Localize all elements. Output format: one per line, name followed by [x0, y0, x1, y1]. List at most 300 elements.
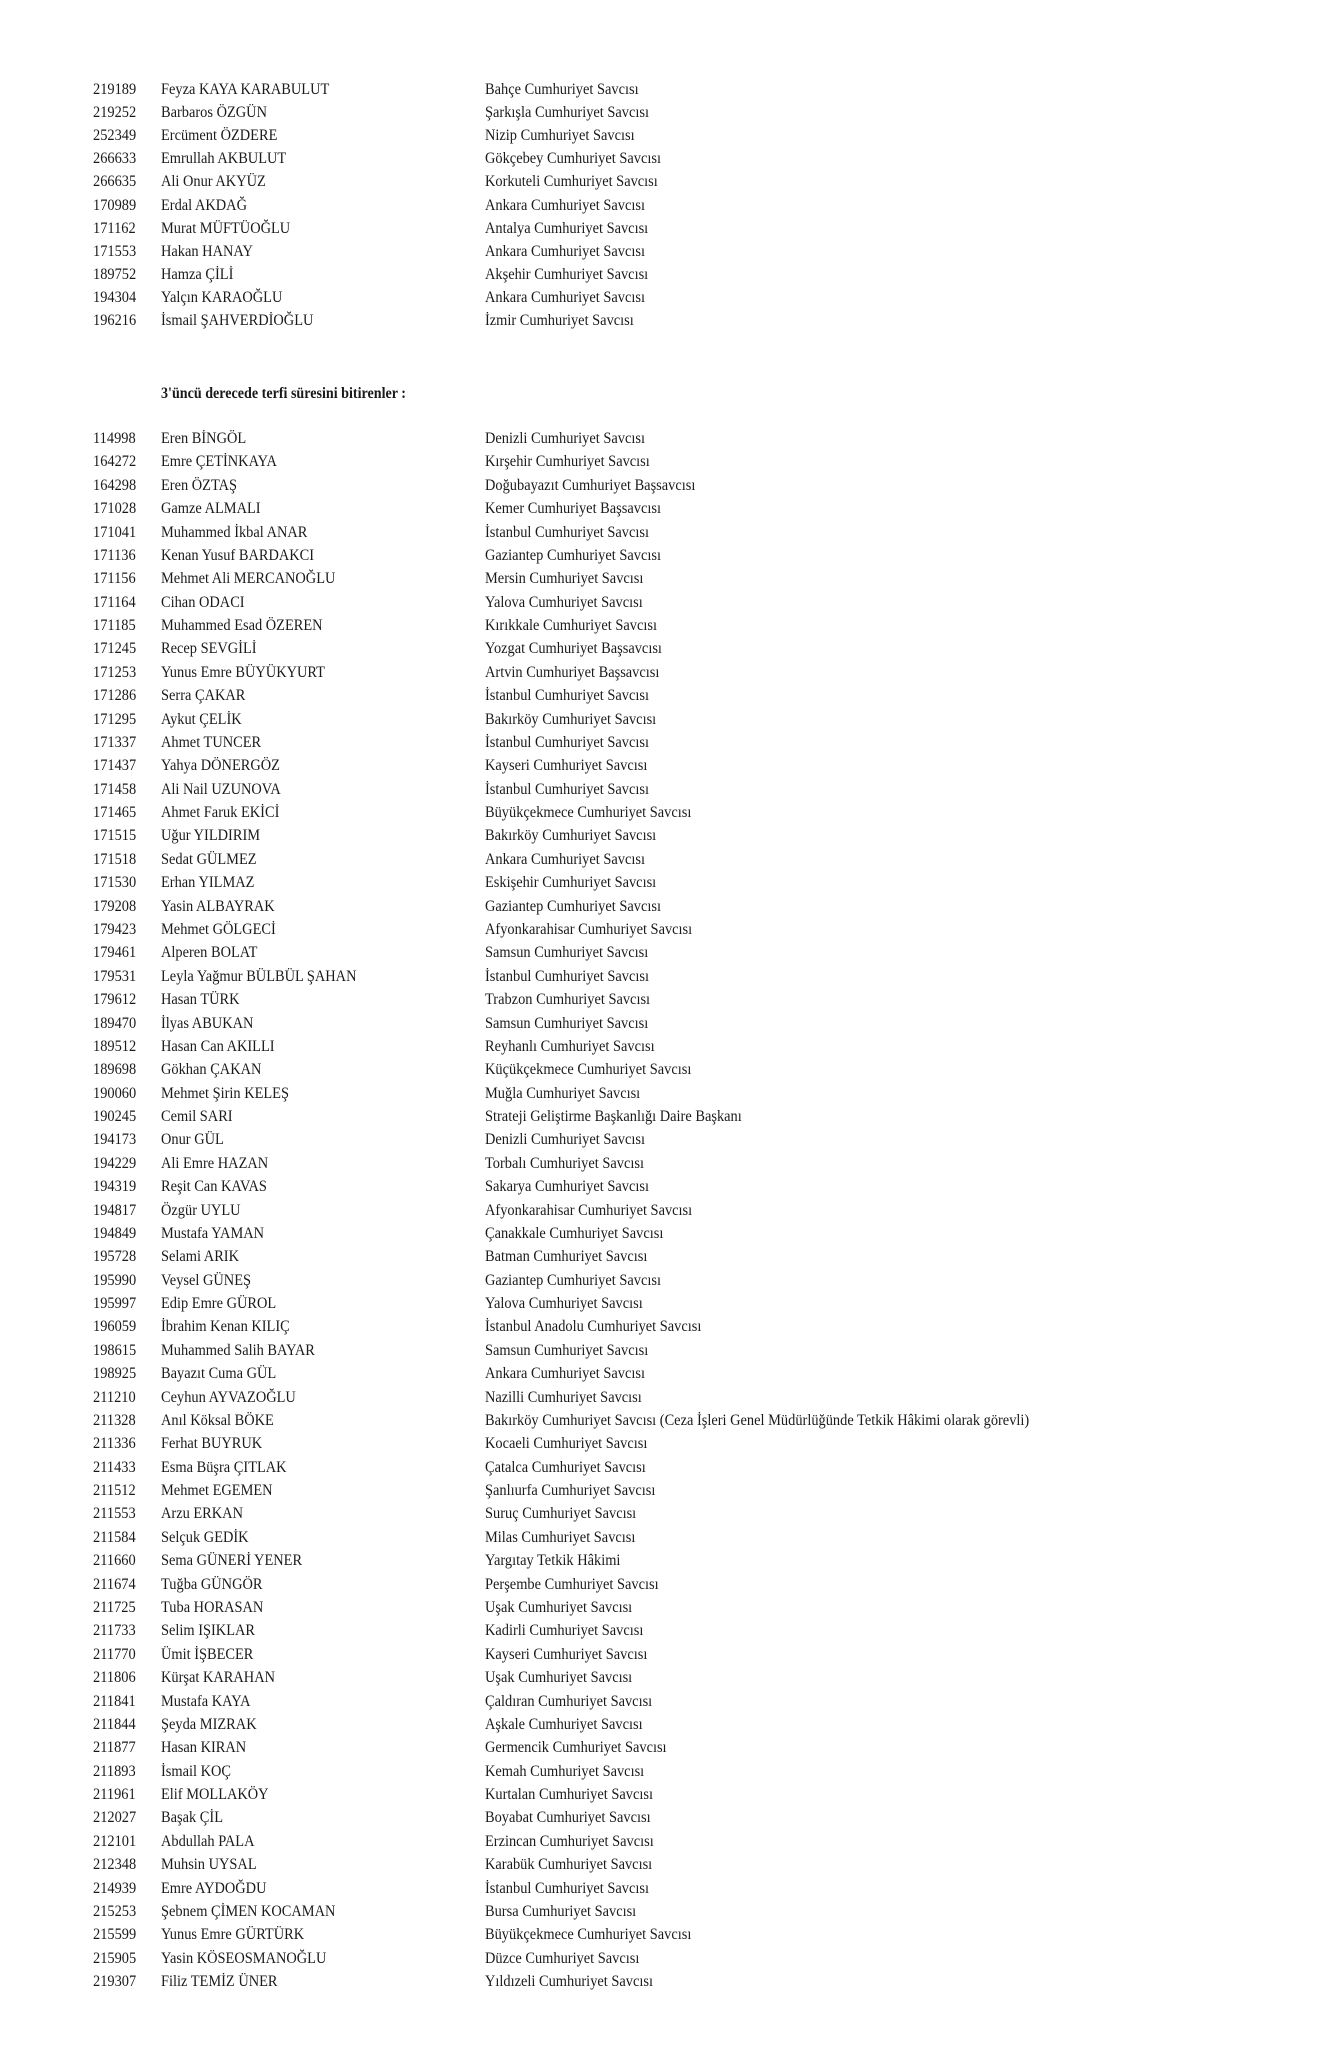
person-name: Gökhan ÇAKAN: [161, 1061, 262, 1079]
person-name: Hasan KIRAN: [161, 1739, 247, 1757]
person-name: Ahmet Faruk EKİCİ: [161, 804, 280, 822]
position-title: Akşehir Cumhuriyet Savcısı: [485, 265, 649, 283]
person-name: Tuğba GÜNGÖR: [161, 1575, 263, 1593]
position-title: Küçükçekmece Cumhuriyet Savcısı: [485, 1061, 692, 1079]
person-name: Mehmet EGEMEN: [161, 1482, 273, 1500]
list-row: [0, 241, 1335, 263]
person-name: Ali Onur AKYÜZ: [161, 173, 266, 191]
person-name: Serra ÇAKAR: [161, 687, 246, 705]
position-title: Afyonkarahisar Cumhuriyet Savcısı: [485, 920, 693, 938]
person-name: Edip Emre GÜROL: [161, 1295, 277, 1313]
registry-number: 211336: [93, 1435, 136, 1453]
position-title: Şanlıurfa Cumhuriyet Savcısı: [485, 1482, 656, 1500]
registry-number: 211512: [93, 1482, 136, 1500]
list-row: [0, 310, 1335, 332]
registry-number: 190060: [93, 1084, 137, 1102]
list-row: [0, 1059, 1335, 1081]
list-row: [0, 1036, 1335, 1058]
list-row: [0, 989, 1335, 1011]
person-name: Bayazıt Cuma GÜL: [161, 1365, 277, 1383]
position-title: Yozgat Cumhuriyet Başsavcısı: [485, 640, 662, 658]
position-title: Ankara Cumhuriyet Savcısı: [485, 196, 645, 214]
position-title: İzmir Cumhuriyet Savcısı: [485, 312, 634, 329]
person-name: Leyla Yağmur BÜLBÜL ŞAHAN: [161, 967, 357, 985]
person-name: Selçuk GEDİK: [161, 1528, 249, 1546]
position-title: Aşkale Cumhuriyet Savcısı: [485, 1715, 643, 1733]
position-title: Gaziantep Cumhuriyet Savcısı: [485, 1271, 661, 1289]
registry-number: 171337: [93, 733, 137, 751]
position-title: Afyonkarahisar Cumhuriyet Savcısı: [485, 1201, 693, 1219]
person-name: Ferhat BUYRUK: [161, 1435, 263, 1453]
registry-number: 215599: [93, 1926, 137, 1944]
position-title: Gaziantep Cumhuriyet Savcısı: [485, 897, 661, 915]
list-row: [0, 545, 1335, 567]
person-name: Şeyda MIZRAK: [161, 1715, 257, 1733]
position-title: Gaziantep Cumhuriyet Savcısı: [485, 546, 661, 564]
registry-number: 179423: [93, 920, 137, 938]
list-row: [0, 1784, 1335, 1806]
person-name: Kenan Yusuf BARDAKCI: [161, 546, 315, 564]
registry-number: 215905: [93, 1949, 137, 1967]
registry-number: 171136: [93, 546, 136, 564]
list-row: [0, 195, 1335, 217]
registry-number: 194849: [93, 1224, 137, 1242]
registry-number: 171162: [93, 219, 136, 237]
registry-number: 211877: [93, 1739, 136, 1757]
registry-number: 170989: [93, 196, 137, 214]
position-title: İstanbul Cumhuriyet Savcısı: [485, 733, 649, 751]
person-name: Elif MOLLAKÖY: [161, 1786, 269, 1804]
list-row: [0, 872, 1335, 894]
list-row: [0, 1761, 1335, 1783]
list-row: [0, 475, 1335, 497]
position-title: Trabzon Cumhuriyet Savcısı: [485, 991, 651, 1009]
list-row: [0, 1667, 1335, 1689]
position-title: Mersin Cumhuriyet Savcısı: [485, 570, 644, 588]
position-title: Kırşehir Cumhuriyet Savcısı: [485, 453, 650, 471]
list-row: [0, 428, 1335, 450]
registry-number: 211844: [93, 1715, 136, 1733]
person-name: Özgür UYLU: [161, 1201, 241, 1219]
position-title: Uşak Cumhuriyet Savcısı: [485, 1599, 633, 1616]
person-name: Recep SEVGİLİ: [161, 640, 257, 658]
list-row: [0, 1013, 1335, 1035]
registry-number: 114998: [93, 430, 136, 447]
position-title: Ankara Cumhuriyet Savcısı: [485, 1365, 645, 1383]
position-title: İstanbul Cumhuriyet Savcısı: [485, 780, 649, 798]
person-name: Onur GÜL: [161, 1131, 224, 1149]
list-row: [0, 1387, 1335, 1409]
position-title: Denizli Cumhuriyet Savcısı: [485, 1131, 645, 1149]
registry-number: 171553: [93, 242, 137, 260]
registry-number: 171518: [93, 850, 137, 868]
registry-number: 164272: [93, 453, 137, 471]
registry-number: 171286: [93, 687, 137, 705]
list-row: [0, 685, 1335, 707]
person-name: Hakan HANAY: [161, 242, 253, 260]
registry-number: 190245: [93, 1108, 137, 1126]
position-title: Düzce Cumhuriyet Savcısı: [485, 1949, 640, 1967]
position-title: Nazilli Cumhuriyet Savcısı: [485, 1388, 642, 1406]
person-name: Anıl Köksal BÖKE: [161, 1411, 274, 1429]
registry-number: 194304: [93, 288, 137, 306]
position-title: İstanbul Cumhuriyet Savcısı: [485, 523, 649, 541]
position-title: Nizip Cumhuriyet Savcısı: [485, 127, 635, 145]
position-title: Bakırköy Cumhuriyet Savcısı: [485, 827, 657, 845]
list-row: [0, 1316, 1335, 1338]
list-row: [0, 732, 1335, 754]
position-title: Artvin Cumhuriyet Başsavcısı: [485, 663, 660, 681]
position-title: Kocaeli Cumhuriyet Savcısı: [485, 1435, 648, 1453]
list-row: [0, 1200, 1335, 1222]
position-title: İstanbul Cumhuriyet Savcısı: [485, 967, 649, 985]
list-row: [0, 1878, 1335, 1900]
position-title: Çanakkale Cumhuriyet Savcısı: [485, 1224, 664, 1242]
list-row: [0, 615, 1335, 637]
position-title: Kemer Cumhuriyet Başsavcısı: [485, 500, 661, 518]
person-name: Murat MÜFTÜOĞLU: [161, 219, 291, 237]
list-row: [0, 1737, 1335, 1759]
list-row: [0, 1083, 1335, 1105]
list-row: [0, 498, 1335, 520]
person-name: Selim IŞIKLAR: [161, 1622, 256, 1640]
person-name: Cihan ODACI: [161, 593, 245, 611]
list-row: [0, 849, 1335, 871]
position-title: Samsun Cumhuriyet Savcısı: [485, 944, 649, 962]
person-name: Mehmet GÖLGECİ: [161, 920, 276, 938]
registry-number: 171458: [93, 780, 137, 798]
registry-number: 195728: [93, 1248, 137, 1266]
person-name: Yasin KÖSEOSMANOĞLU: [161, 1949, 327, 1967]
position-title: Bahçe Cumhuriyet Savcısı: [485, 81, 639, 98]
position-title: Yıldızeli Cumhuriyet Savcısı: [485, 1973, 653, 1991]
registry-number: 171245: [93, 640, 137, 658]
position-title: Çatalca Cumhuriyet Savcısı: [485, 1458, 646, 1476]
position-title: Strateji Geliştirme Başkanlığı Daire Başkanı: [485, 1108, 742, 1126]
person-name: Yalçın KARAOĞLU: [161, 288, 283, 306]
registry-number: 211733: [93, 1622, 136, 1640]
registry-number: 189512: [93, 1037, 137, 1055]
position-title: Milas Cumhuriyet Savcısı: [485, 1528, 636, 1546]
position-title: Kayseri Cumhuriyet Savcısı: [485, 757, 648, 775]
registry-number: 171156: [93, 570, 136, 588]
position-title: Sakarya Cumhuriyet Savcısı: [485, 1178, 649, 1196]
registry-number: 211328: [93, 1411, 136, 1429]
person-name: Muhsin UYSAL: [161, 1856, 257, 1874]
person-name: Ercüment ÖZDERE: [161, 127, 278, 145]
position-title: Gökçebey Cumhuriyet Savcısı: [485, 150, 661, 168]
position-title: Reyhanlı Cumhuriyet Savcısı: [485, 1037, 655, 1055]
registry-number: 171253: [93, 663, 137, 681]
person-name: Barbaros ÖZGÜN: [161, 104, 267, 122]
list-row: [0, 1620, 1335, 1642]
registry-number: 211893: [93, 1762, 136, 1780]
list-row: [0, 1807, 1335, 1829]
list-row: [0, 1854, 1335, 1876]
list-row: [0, 1129, 1335, 1151]
person-name: Ali Nail UZUNOVA: [161, 780, 281, 798]
list-row: [0, 264, 1335, 286]
registry-number: 212101: [93, 1832, 137, 1850]
registry-number: 266633: [93, 150, 137, 168]
person-name: Emre AYDOĞDU: [161, 1879, 267, 1897]
person-name: Eren ÖZTAŞ: [161, 476, 238, 494]
list-row: [0, 218, 1335, 240]
list-row: [0, 1574, 1335, 1596]
list-row: [0, 1503, 1335, 1525]
person-name: Mehmet Şirin KELEŞ: [161, 1084, 289, 1102]
registry-number: 211433: [93, 1458, 136, 1476]
person-name: Yasin ALBAYRAK: [161, 897, 275, 915]
position-title: İstanbul Cumhuriyet Savcısı: [485, 1879, 649, 1897]
position-title: Bursa Cumhuriyet Savcısı: [485, 1902, 637, 1920]
list-row: [0, 1293, 1335, 1315]
list-row: [0, 451, 1335, 473]
person-name: Ümit İŞBECER: [161, 1645, 254, 1663]
registry-number: 189470: [93, 1014, 137, 1032]
list-row: [0, 1597, 1335, 1619]
list-row: [0, 1924, 1335, 1946]
position-title: Çaldıran Cumhuriyet Savcısı: [485, 1692, 653, 1710]
list-row: [0, 171, 1335, 193]
registry-number: 189752: [93, 265, 137, 283]
position-title: Bakırköy Cumhuriyet Savcısı (Ceza İşleri Genel Müdürlüğünde Tetkik Hâkimi olarak görevli): [485, 1411, 1030, 1429]
list-row: [0, 1153, 1335, 1175]
person-name: Mustafa KAYA: [161, 1692, 251, 1710]
person-name: Yahya DÖNERGÖZ: [161, 757, 280, 775]
registry-number: 171530: [93, 874, 137, 892]
registry-number: 189698: [93, 1061, 137, 1079]
registry-number: 179208: [93, 897, 137, 915]
registry-number: 212027: [93, 1809, 137, 1827]
person-name: Tuba HORASAN: [161, 1599, 264, 1616]
person-name: Feyza KAYA KARABULUT: [161, 81, 330, 98]
position-title: Batman Cumhuriyet Savcısı: [485, 1248, 648, 1266]
list-row: [0, 825, 1335, 847]
list-row: [0, 1971, 1335, 1993]
position-title: Bakırköy Cumhuriyet Savcısı: [485, 710, 657, 728]
list-row: [0, 1901, 1335, 1923]
person-name: Mehmet Ali MERCANOĞLU: [161, 570, 336, 588]
person-name: Filiz TEMİZ ÜNER: [161, 1973, 278, 1991]
list-row: [0, 896, 1335, 918]
position-title: İstanbul Anadolu Cumhuriyet Savcısı: [485, 1318, 702, 1336]
registry-number: 252349: [93, 127, 137, 145]
registry-number: 179612: [93, 991, 137, 1009]
registry-number: 195997: [93, 1295, 137, 1313]
registry-number: 171028: [93, 500, 137, 518]
position-title: Erzincan Cumhuriyet Savcısı: [485, 1832, 654, 1850]
person-name: İlyas ABUKAN: [161, 1014, 254, 1032]
person-name: İsmail KOÇ: [161, 1762, 232, 1780]
registry-number: 211841: [93, 1692, 136, 1710]
person-name: Ceyhun AYVAZOĞLU: [161, 1388, 296, 1406]
list-row: [0, 1480, 1335, 1502]
person-name: Başak ÇİL: [161, 1809, 223, 1827]
registry-number: 194319: [93, 1178, 137, 1196]
position-title: Kemah Cumhuriyet Savcısı: [485, 1762, 645, 1780]
person-name: İbrahim Kenan KILIÇ: [161, 1318, 290, 1336]
position-title: Kadirli Cumhuriyet Savcısı: [485, 1622, 644, 1640]
registry-number: 194229: [93, 1154, 137, 1172]
list-row: [0, 522, 1335, 544]
person-name: Muhammed İkbal ANAR: [161, 523, 308, 541]
list-row: [0, 1410, 1335, 1432]
position-title: Samsun Cumhuriyet Savcısı: [485, 1341, 649, 1359]
registry-number: 198925: [93, 1365, 137, 1383]
position-title: Karabük Cumhuriyet Savcısı: [485, 1856, 653, 1874]
person-name: Aykut ÇELİK: [161, 710, 242, 728]
position-title: Yalova Cumhuriyet Savcısı: [485, 1295, 643, 1313]
position-title: Kayseri Cumhuriyet Savcısı: [485, 1645, 648, 1663]
list-row: [0, 1644, 1335, 1666]
registry-number: 194817: [93, 1201, 137, 1219]
list-row: [0, 638, 1335, 660]
position-title: Yalova Cumhuriyet Savcısı: [485, 593, 643, 611]
registry-number: 211660: [93, 1552, 136, 1570]
position-title: Ankara Cumhuriyet Savcısı: [485, 288, 645, 306]
person-name: Sema GÜNERİ YENER: [161, 1552, 303, 1570]
person-name: Emre ÇETİNKAYA: [161, 453, 277, 471]
position-title: Kırıkkale Cumhuriyet Savcısı: [485, 617, 657, 635]
list-row: [0, 1340, 1335, 1362]
list-row: [0, 779, 1335, 801]
list-row: [0, 1550, 1335, 1572]
registry-number: 214939: [93, 1879, 137, 1897]
person-name: Şebnem ÇİMEN KOCAMAN: [161, 1902, 336, 1920]
list-row: [0, 1691, 1335, 1713]
list-row: [0, 966, 1335, 988]
person-name: Emrullah AKBULUT: [161, 150, 287, 168]
list-row: [0, 1831, 1335, 1853]
registry-number: 211553: [93, 1505, 136, 1523]
person-name: Abdullah PALA: [161, 1832, 255, 1850]
list-row: [0, 1176, 1335, 1198]
section2-heading: 3'üncü derecede terfi süresini bitirenler :: [161, 385, 406, 402]
person-name: Esma Büşra ÇITLAK: [161, 1458, 287, 1476]
list-row: [0, 287, 1335, 309]
list-row: [0, 1527, 1335, 1549]
registry-number: 164298: [93, 476, 137, 494]
list-row: [0, 662, 1335, 684]
person-name: Eren BİNGÖL: [161, 430, 247, 447]
person-name: Ahmet TUNCER: [161, 733, 262, 751]
list-row: [0, 919, 1335, 941]
person-name: Arzu ERKAN: [161, 1505, 243, 1523]
list-row: [0, 802, 1335, 824]
position-title: Büyükçekmece Cumhuriyet Savcısı: [485, 1926, 692, 1944]
registry-number: 219307: [93, 1973, 137, 1991]
person-name: Cemil SARI: [161, 1108, 233, 1126]
list-row: [0, 1714, 1335, 1736]
registry-number: 266635: [93, 173, 137, 191]
position-title: Perşembe Cumhuriyet Savcısı: [485, 1575, 659, 1593]
registry-number: 211961: [93, 1786, 136, 1804]
person-name: Hamza ÇİLİ: [161, 265, 234, 283]
list-row: [0, 1948, 1335, 1970]
registry-number: 171437: [93, 757, 137, 775]
registry-number: 211210: [93, 1388, 136, 1406]
registry-number: 211584: [93, 1528, 136, 1546]
registry-number: 196059: [93, 1318, 137, 1336]
registry-number: 212348: [93, 1856, 137, 1874]
registry-number: 171185: [93, 617, 136, 635]
list-row: [0, 1433, 1335, 1455]
position-title: Suruç Cumhuriyet Savcısı: [485, 1505, 637, 1523]
position-title: Ankara Cumhuriyet Savcısı: [485, 242, 645, 260]
list-row: [0, 1246, 1335, 1268]
position-title: Torbalı Cumhuriyet Savcısı: [485, 1154, 644, 1172]
position-title: Muğla Cumhuriyet Savcısı: [485, 1084, 641, 1102]
registry-number: 211725: [93, 1599, 136, 1616]
position-title: Şarkışla Cumhuriyet Savcısı: [485, 104, 649, 122]
list-row: [0, 755, 1335, 777]
list-row: [0, 1270, 1335, 1292]
person-name: Muhammed Salih BAYAR: [161, 1341, 315, 1359]
person-name: Selami ARIK: [161, 1248, 240, 1266]
registry-number: 211674: [93, 1575, 136, 1593]
person-name: İsmail ŞAHVERDİOĞLU: [161, 312, 314, 329]
registry-number: 171164: [93, 593, 136, 611]
list-row: [0, 1457, 1335, 1479]
registry-number: 171465: [93, 804, 137, 822]
person-name: Hasan Can AKILLI: [161, 1037, 275, 1055]
position-title: Denizli Cumhuriyet Savcısı: [485, 430, 645, 447]
person-name: Gamze ALMALI: [161, 500, 261, 518]
registry-number: 219252: [93, 104, 137, 122]
list-row: [0, 709, 1335, 731]
list-row: [0, 79, 1335, 101]
list-row: [0, 125, 1335, 147]
position-title: Boyabat Cumhuriyet Savcısı: [485, 1809, 651, 1827]
registry-number: 179461: [93, 944, 137, 962]
position-title: Yargıtay Tetkik Hâkimi: [485, 1552, 621, 1570]
registry-number: 198615: [93, 1341, 137, 1359]
person-name: Erdal AKDAĞ: [161, 196, 247, 214]
list-row: [0, 942, 1335, 964]
position-title: Kurtalan Cumhuriyet Savcısı: [485, 1786, 653, 1804]
person-name: Uğur YILDIRIM: [161, 827, 261, 845]
registry-number: 171295: [93, 710, 137, 728]
position-title: Samsun Cumhuriyet Savcısı: [485, 1014, 649, 1032]
list-row: [0, 1223, 1335, 1245]
person-name: Mustafa YAMAN: [161, 1224, 265, 1242]
person-name: Hasan TÜRK: [161, 991, 240, 1009]
person-name: Veysel GÜNEŞ: [161, 1271, 251, 1289]
registry-number: 211770: [93, 1645, 136, 1663]
person-name: Yunus Emre GÜRTÜRK: [161, 1926, 305, 1944]
position-title: Korkuteli Cumhuriyet Savcısı: [485, 173, 658, 191]
registry-number: 171515: [93, 827, 137, 845]
person-name: Reşit Can KAVAS: [161, 1178, 267, 1196]
registry-number: 219189: [93, 81, 137, 98]
position-title: Ankara Cumhuriyet Savcısı: [485, 850, 645, 868]
registry-number: 194173: [93, 1131, 137, 1149]
registry-number: 215253: [93, 1902, 137, 1920]
list-row: [0, 148, 1335, 170]
registry-number: 196216: [93, 312, 137, 329]
position-title: Antalya Cumhuriyet Savcısı: [485, 219, 649, 237]
position-title: Germencik Cumhuriyet Savcısı: [485, 1739, 667, 1757]
position-title: İstanbul Cumhuriyet Savcısı: [485, 687, 649, 705]
registry-number: 171041: [93, 523, 137, 541]
position-title: Büyükçekmece Cumhuriyet Savcısı: [485, 804, 692, 822]
registry-number: 211806: [93, 1669, 136, 1687]
person-name: Sedat GÜLMEZ: [161, 850, 257, 868]
person-name: Yunus Emre BÜYÜKYURT: [161, 663, 325, 681]
list-row: [0, 592, 1335, 614]
list-row: [0, 1106, 1335, 1128]
